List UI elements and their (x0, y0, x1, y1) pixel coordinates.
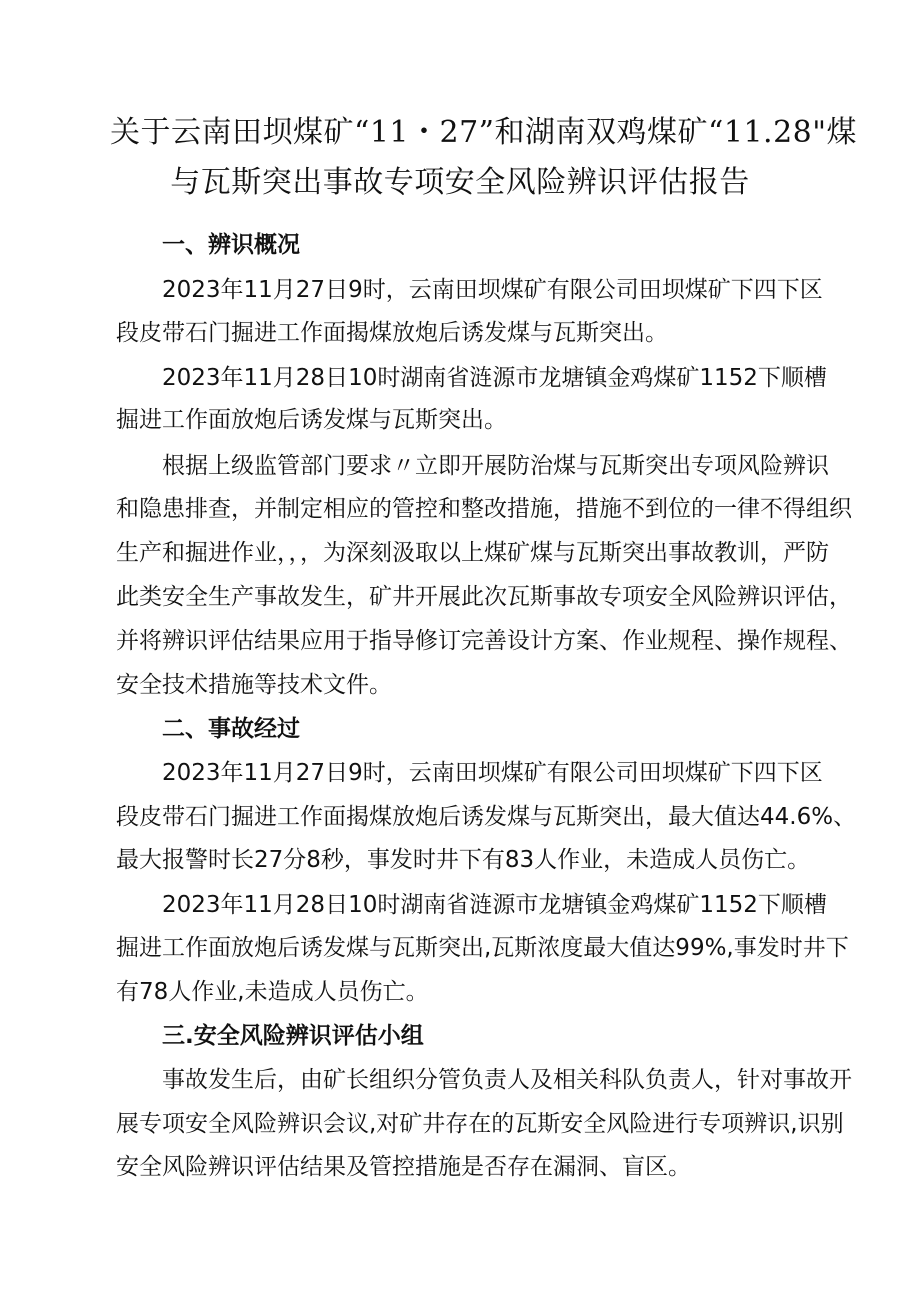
paragraph-line: 此类安全生产事故发生，矿井开展此次瓦斯事故专项安全风险辨识评估， (116, 584, 852, 610)
paragraph-line: 掘进工作面放炮后诱发煤与瓦斯突出。 (116, 407, 507, 433)
paragraph-line: 并将辨识评估结果应用于指导修订完善设计方案、作业规程、操作规程、 (116, 628, 852, 654)
document-title-line-2: 与瓦斯突出事故专项安全风险辨识评估报告 (170, 165, 750, 200)
document-title-line-1: 关于云南田坝煤矿“11・27”和湖南双鸡煤矿“11.28"煤 (110, 115, 858, 150)
paragraph-line: 段皮带石门掘进工作面揭煤放炮后诱发煤与瓦斯突出，最大值达44.6%、 (116, 804, 857, 830)
paragraph-line: 有78人作业,未造成人员伤亡。 (116, 979, 429, 1005)
paragraph-line: 掘进工作面放炮后诱发煤与瓦斯突出,瓦斯浓度最大值达99%,事发时井下 (116, 935, 849, 961)
paragraph-line: 根据上级监管部门要求〃立即开展防治煤与瓦斯突出专项风险辨识 (162, 453, 829, 479)
section-heading-3: 三.安全风险辨识评估小组 (162, 1023, 424, 1049)
paragraph-line: 2023年11月27日9时，云南田坝煤矿有限公司田坝煤矿下四下区 (162, 760, 823, 786)
section-heading-1: 一、辨识概况 (162, 232, 300, 258)
section-heading-2: 二、事故经过 (162, 716, 300, 742)
paragraph-line: 和隐患排查，并制定相应的管控和整改措施，措施不到位的一律不得组织 (116, 496, 852, 522)
paragraph-line: 安全风险辨识评估结果及管控措施是否存在漏洞、盲区。 (116, 1154, 691, 1180)
paragraph-line: 展专项安全风险辨识会议,对矿井存在的瓦斯安全风险进行专项辨识,识别 (116, 1111, 844, 1137)
paragraph-line: 最大报警时长27分8秒，事发时井下有83人作业，未造成人员伤亡。 (116, 847, 811, 873)
paragraph-line: 生产和掘进作业，，，为深刻汲取以上煤矿煤与瓦斯突出事故教训，严防 (116, 540, 829, 566)
paragraph-line: 2023年11月28日10时湖南省涟源市龙塘镇金鸡煤矿1152下顺槽 (162, 892, 827, 918)
paragraph-line: 安全技术措施等技术文件。 (116, 672, 392, 698)
paragraph-line: 段皮带石门掘进工作面揭煤放炮后诱发煤与瓦斯突出。 (116, 320, 668, 346)
paragraph-line: 2023年11月28日10时湖南省涟源市龙塘镇金鸡煤矿1152下顺槽 (162, 365, 827, 391)
paragraph-line: 2023年11月27日9时，云南田坝煤矿有限公司田坝煤矿下四下区 (162, 277, 823, 303)
paragraph-line: 事故发生后，由矿长组织分管负责人及相关科队负责人，针对事故开 (162, 1067, 852, 1093)
